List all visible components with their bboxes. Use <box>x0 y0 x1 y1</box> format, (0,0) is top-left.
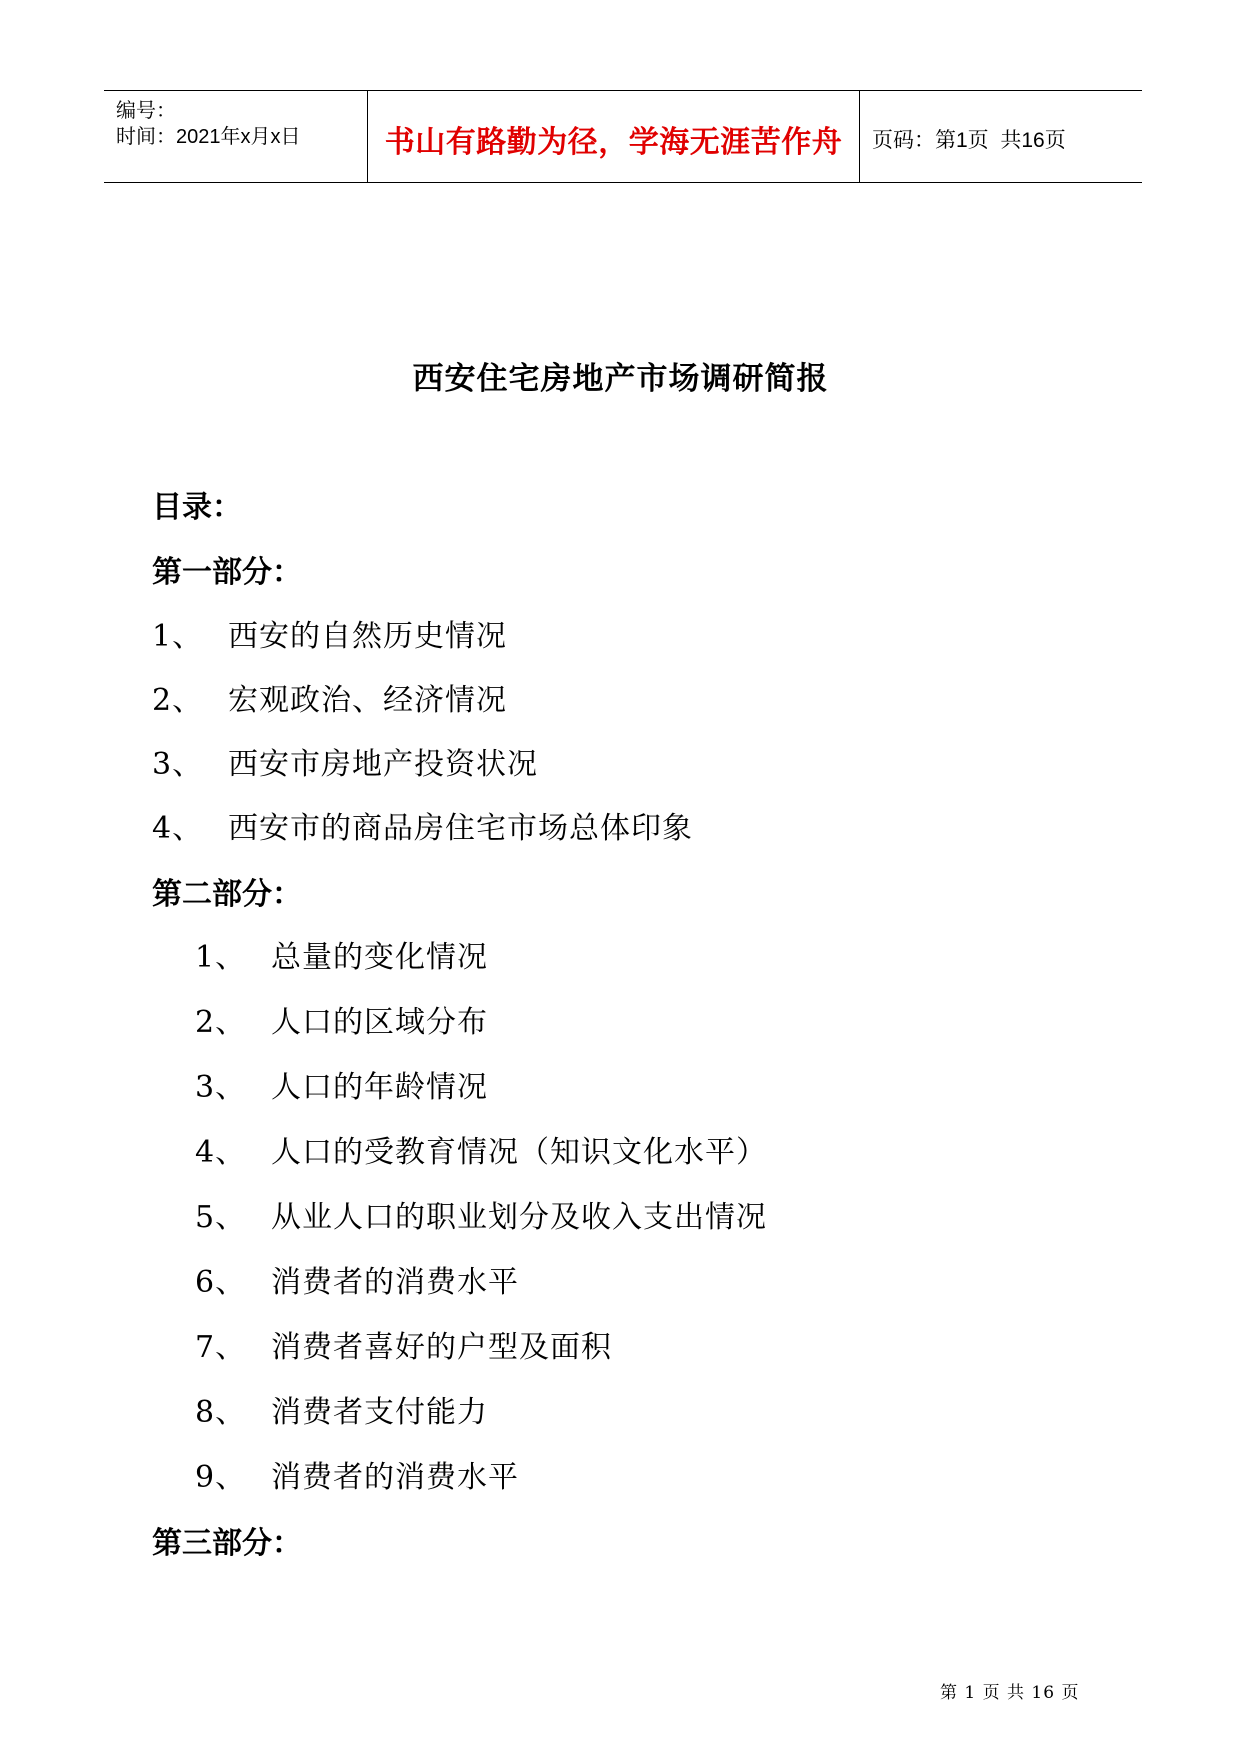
item-text: 西安市房地产投资状况 <box>228 747 538 782</box>
item-number: 1、 <box>152 619 204 654</box>
header-motto-cell <box>368 91 860 182</box>
time-label: 时间：2021年x月x日 <box>116 126 301 148</box>
item-number: 8、 <box>195 1395 247 1430</box>
part3-heading: 第三部分： <box>152 1526 302 1561</box>
item-number: 4、 <box>152 811 204 846</box>
motto-text: 书山有路勤为径，学海无涯苦作舟 <box>384 125 843 160</box>
part1-heading: 第一部分： <box>152 555 302 590</box>
item-text: 消费者喜好的户型及面积 <box>271 1330 612 1365</box>
item-text: 消费者的消费水平 <box>271 1460 519 1495</box>
item-text: 西安的自然历史情况 <box>228 619 507 654</box>
item-text: 消费者的消费水平 <box>271 1265 519 1300</box>
item-number: 2、 <box>152 683 204 718</box>
item-text: 人口的受教育情况（知识文化水平） <box>271 1135 767 1170</box>
part2-item <box>195 932 488 976</box>
item-text: 人口的区域分布 <box>271 1005 488 1040</box>
item-number: 1、 <box>195 940 247 975</box>
item-number: 3、 <box>195 1070 247 1105</box>
part2-item <box>195 1452 519 1496</box>
item-number: 6、 <box>195 1265 247 1300</box>
part1-item <box>152 739 538 783</box>
item-text: 消费者支付能力 <box>271 1395 488 1430</box>
document-header-table <box>104 90 1142 183</box>
part1-item <box>152 803 693 847</box>
item-text: 人口的年龄情况 <box>271 1070 488 1105</box>
part2-item <box>195 1062 488 1106</box>
part2-heading: 第二部分： <box>152 877 302 912</box>
item-number: 9、 <box>195 1460 247 1495</box>
part2-item <box>195 1127 767 1171</box>
item-number: 2、 <box>195 1005 247 1040</box>
part1-item <box>152 611 507 655</box>
item-text: 宏观政治、经济情况 <box>228 683 507 718</box>
toc-heading: 目录： <box>152 490 242 525</box>
item-text: 总量的变化情况 <box>271 940 488 975</box>
header-meta-cell <box>104 91 368 182</box>
item-text: 西安市的商品房住宅市场总体印象 <box>228 811 693 846</box>
item-number: 4、 <box>195 1135 247 1170</box>
part2-item <box>195 1192 767 1236</box>
part2-item <box>195 1257 519 1301</box>
page-footer: 第 1 页 共 16 页 <box>940 1683 1080 1703</box>
item-number: 5、 <box>195 1200 247 1235</box>
serial-label: 编号： <box>116 100 176 122</box>
document-title: 西安住宅房地产市场调研简报 <box>412 361 829 397</box>
item-number: 7、 <box>195 1330 247 1365</box>
part1-item <box>152 675 507 719</box>
header-page-cell <box>860 91 1142 182</box>
part2-item <box>195 997 488 1041</box>
item-text: 从业人口的职业划分及收入支出情况 <box>271 1200 767 1235</box>
item-number: 3、 <box>152 747 204 782</box>
header-page-label: 页码：第1页 共16页 <box>872 129 1066 152</box>
part2-item <box>195 1387 488 1431</box>
part2-item <box>195 1322 612 1366</box>
